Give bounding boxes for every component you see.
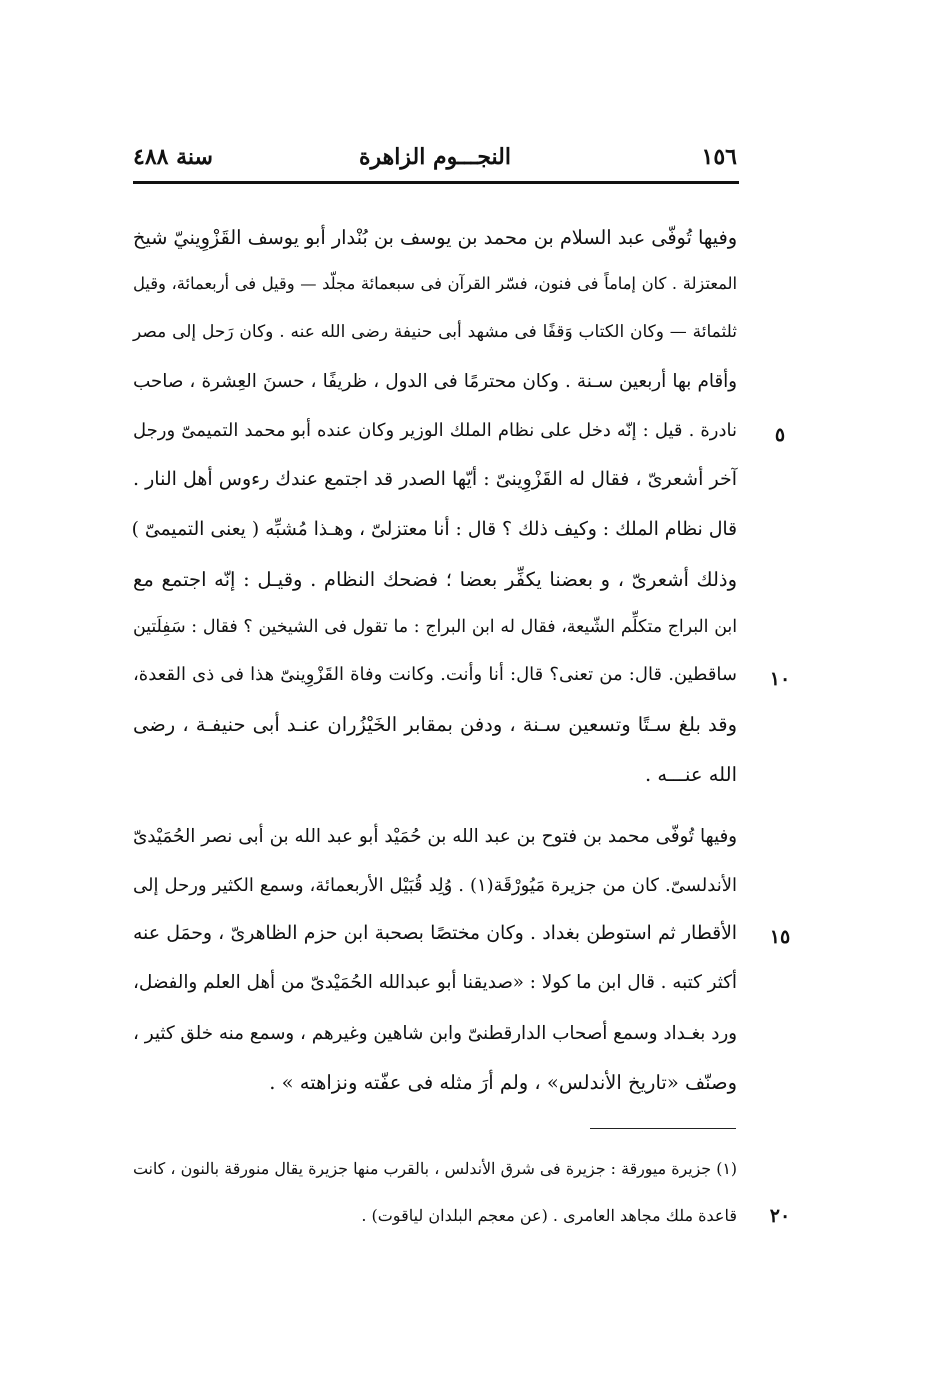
margin-line-number: ١٥: [769, 926, 791, 948]
footnote-line: (١) جزيرة ميورقة : جزيرة فى شرق الأندلس ، بالقرب منها جزيرة يقال منورقة بالنون ، كانت: [133, 1159, 737, 1178]
text-line: آخر أشعرىّ ، فقال له القَزْوِينىّ : أيّها الصدر قد اجتمع عندك رءوس أهل النار .: [133, 468, 737, 490]
running-header: [133, 140, 737, 176]
text-line: ورد بغـداد وسمع أصحاب الدارقطنىّ وابن شاهين وغيرهم ، وسمع منه خلق كثير ،: [133, 1023, 737, 1044]
text-line: الأندلسىّ. كان من جزيرة مَيُورْقَة(١) . وُلِد قُبَيْل الأربعمائة، وسمع الكثير ورحل إلى: [133, 875, 737, 896]
text-line: ابن البراج متكلِّم الشّيعة، فقال له ابن البراج : ما تقول فى الشيخين ؟ فقال : سَفِلَتين: [133, 617, 737, 637]
text-line: الله عنـــه .: [645, 763, 737, 786]
text-line: نادرة . قيل : إنّه دخل على نظام الملك الوزير وكان عنده أبو محمد التميمىّ ورجل: [133, 420, 738, 441]
text-line: ثلثمائة — وكان الكتاب وَقفًا فى مشهد أبى حنيفة رضى الله عنه . وكان رَحل إلى مصر: [133, 322, 737, 342]
text-line: وذلك أشعرىّ ، و بعضنا يكفِّر بعضا ؛ فضحك النظام . وقيـل : إنّه اجتمع مع: [133, 568, 737, 591]
footnote-line: قاعدة ملك مجاهد العامرى . (عن معجم البلدان لياقوت) .: [361, 1206, 737, 1225]
text-line: وفيها تُوفّى عبد السلام بن محمد بن يوسف بن بُنْدار أبو يوسف القَزْوِينيّ شيخ: [132, 226, 737, 249]
text-line: المعتزلة . كان إماماً فى فنون، فسّر القرآن فى سبعمائة مجلّد — وقيل فى أربعمائة، وقيل: [133, 274, 737, 293]
running-year: سنة ٤٨٨: [133, 144, 213, 170]
text-line: وفيها تُوفّى محمد بن فتوح بن عبد الله بن حُمَيْد أبو عبد الله بن أبى نصر الحُمَيْدىّ: [133, 826, 737, 847]
page-number: ١٥٦: [701, 144, 737, 170]
text-line: وقد بلغ سـتًا وتسعين سـنة ، ودفن بمقابر الخَيْزُران عنـد أبى حنيفـة ، رضى: [133, 713, 737, 736]
text-line: وأقام بها أربعين سـنة . وكان محترمًا فى الدول ، ظريفًا ، حسنَ العِشرة ، صاحب: [133, 371, 737, 392]
text-line: الأقطار ثم استوطن بغداد . وكان مختصًا بصحبة ابن حزم الظاهرىّ ، وحمَل عنه: [133, 923, 737, 944]
header-rule: [133, 181, 739, 184]
footnote-rule: [590, 1128, 736, 1129]
margin-line-number: ٥: [774, 424, 786, 446]
margin-line-number: ٢٠: [769, 1205, 791, 1227]
text-line: أكثر كتبه . قال ابن ما كولا : «صديقنا أبو عبدالله الحُمَيْدىّ من أهل العلم والفضل،: [133, 972, 737, 993]
text-line: ساقطين. قال: من تعنى؟ قال: أنا وأنت. وكانت وفاة القَزْوِينىّ هذا فى ذى القعدة،: [133, 664, 737, 685]
running-title: النجـــوم الزاهرة: [359, 144, 511, 170]
text-line: وصنّف «تاريخ الأندلس» ، ولم أرَ مثله فى عفّته ونزاهته » .: [269, 1071, 737, 1094]
text-line: قال نظام الملك : وكيف ذلك ؟ قال : أنا معتزلىّ ، وهـذا مُشبِّه ( يعنى التميمىّ ): [131, 519, 737, 540]
margin-line-number: ١٠: [769, 668, 791, 690]
